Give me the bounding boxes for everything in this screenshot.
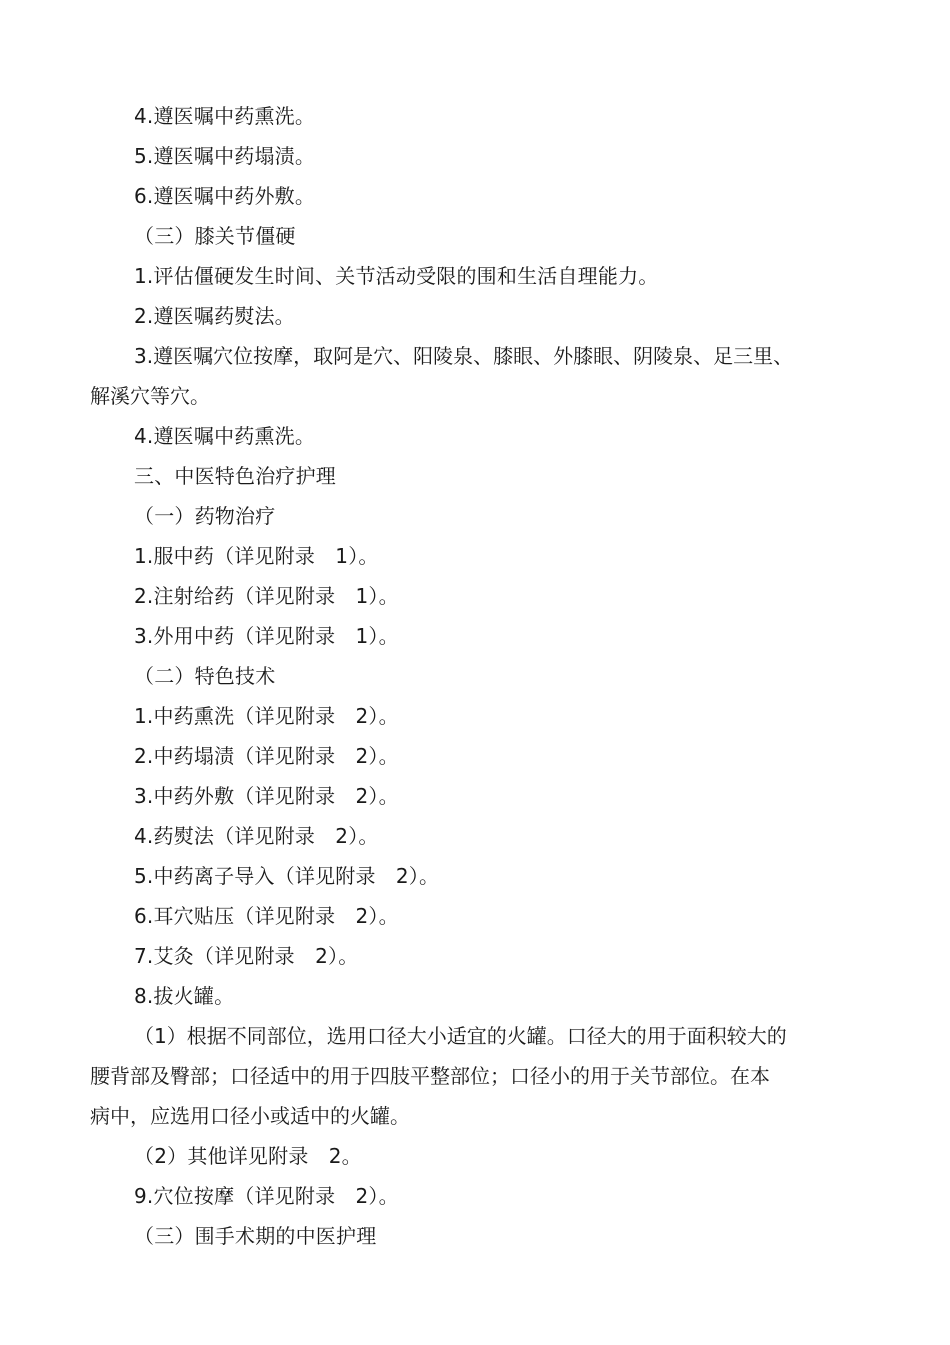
text-line: 9.穴位按摩（详见附录 2）。 [134,1184,399,1208]
text-line: 6.遵医嘱中药外敷。 [134,184,316,208]
text-line: 2.中药塌渍（详见附录 2）。 [134,744,399,768]
section-heading: （二）特色技术 [134,664,276,688]
paragraph-continuation: 腰背部及臀部；口径适中的用于四肢平整部位；口径小的用于关节部位。在本 [90,1064,770,1088]
paragraph-first-line: 3.遵医嘱穴位按摩，取阿是穴、阳陵泉、膝眼、外膝眼、阴陵泉、足三里、 [134,344,794,368]
paragraph-cupping [90,1016,825,1136]
paragraph-continuation: 解溪穴等穴。 [90,384,210,408]
text-line: 3.外用中药（详见附录 1）。 [134,624,399,648]
text-line: 4.遵医嘱中药熏洗。 [134,424,316,448]
text-line: 2.遵医嘱药熨法。 [134,304,295,328]
section-heading: （一）药物治疗 [134,504,276,528]
text-line: 1.中药熏洗（详见附录 2）。 [134,704,399,728]
section-heading: （三）围手术期的中医护理 [134,1224,377,1248]
text-line: 4.药熨法（详见附录 2）。 [134,824,379,848]
paragraph-first-line: （1）根据不同部位，选用口径大小适宜的火罐。口径大的用于面积较大的 [134,1024,787,1048]
text-line: 3.中药外敷（详见附录 2）。 [134,784,399,808]
text-line: （2）其他详见附录 2。 [134,1144,362,1168]
text-line: 1.评估僵硬发生时间、关节活动受限的围和生活自理能力。 [134,264,659,288]
text-line: 5.遵医嘱中药塌渍。 [134,144,316,168]
section-heading: （三）膝关节僵硬 [134,224,296,248]
text-line: 8.拔火罐。 [134,984,235,1008]
text-line: 4.遵医嘱中药熏洗。 [134,104,316,128]
paragraph-acupoint [90,336,825,416]
paragraph-continuation: 病中，应选用口径小或适中的火罐。 [90,1104,410,1128]
text-line: 6.耳穴贴压（详见附录 2）。 [134,904,399,928]
text-line: 5.中药离子导入（详见附录 2）。 [134,864,440,888]
section-heading: 三、中医特色治疗护理 [134,464,336,488]
text-line: 1.服中药（详见附录 1）。 [134,544,379,568]
text-line: 7.艾灸（详见附录 2）。 [134,944,359,968]
text-line: 2.注射给药（详见附录 1）。 [134,584,399,608]
